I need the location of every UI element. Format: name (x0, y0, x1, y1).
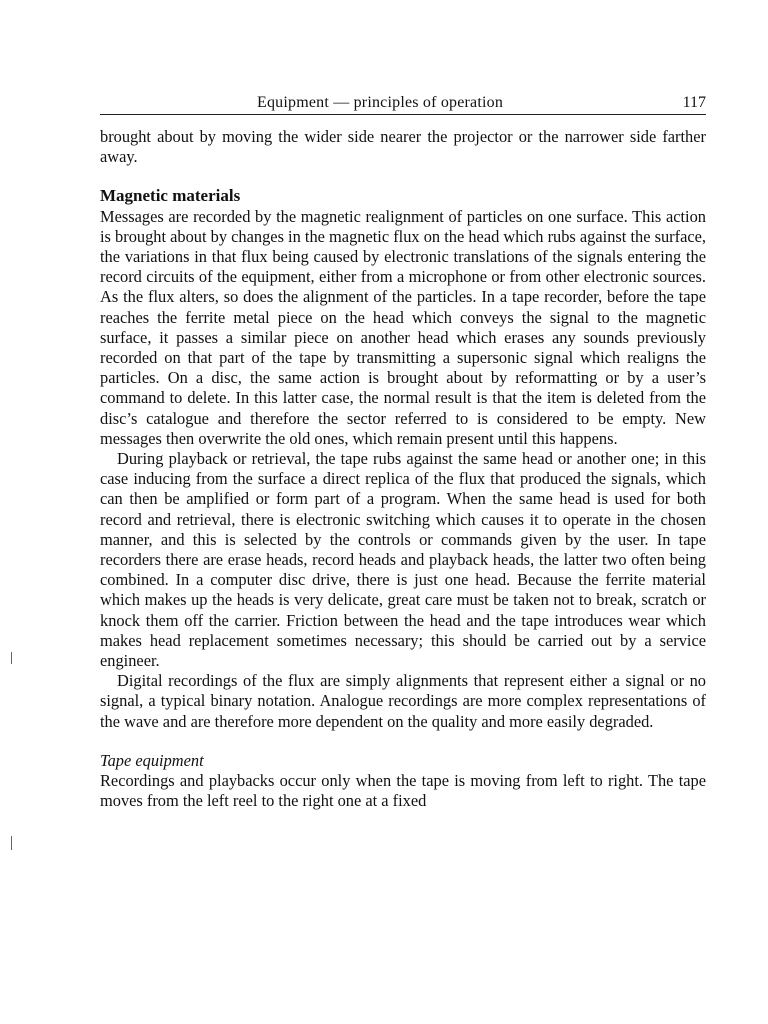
body-paragraph: Digital recordings of the flux are simply alignments that represent either a signal or no signal, a typical binary notation. Analogue recordings are more complex representations of the wave and are therefore more dependent on the quality and more easily degraded. (100, 671, 706, 731)
running-title: Equipment — principles of operation (257, 94, 504, 111)
body-paragraph: During playback or retrieval, the tape rubs against the same head or another one; in this case inducing from the surface a direct replica of the flux that produced the signals, which can then be amplified or form part of a program. When the same head is used for both record and retrieval, there is electronic switching which causes it to operate in the chosen manner, and this is selected by the controls or commands given by the user. In tape recorders there are erase heads, record heads and playback heads, the latter two often being combined. In a computer disc drive, there is just one head. Because the ferrite material which makes up the heads is very delicate, great care must be taken not to break, scratch or knock them off the carrier. Friction between the head and the tape introduces wear which makes head replacement sometimes necessary; this should be carried out by a service engineer. (100, 449, 706, 671)
body-paragraph: Recordings and playbacks occur only when the tape is moving from left to right. The tape moves from the left reel to the right one at a fixed (100, 771, 706, 811)
subsection-heading: Tape equipment (100, 750, 204, 770)
margin-mark (11, 836, 12, 850)
page-number: 117 (682, 94, 706, 111)
section-heading: Magnetic materials (100, 186, 241, 206)
margin-mark (11, 652, 12, 664)
book-page (100, 92, 706, 812)
running-header (100, 92, 706, 115)
body-paragraph: Messages are recorded by the magnetic realignment of particles on one surface. This action is brought about by changes in the magnetic flux on the head which rubs against the surface, the variations in that flux being caused by electronic translations of the signals entering the record circuits of the equipment, either from a microphone or from other electronic sources. As the flux alters, so does the alignment of the particles. In a tape recorder, before the tape reaches the ferrite metal piece on the head which conveys the signal to the magnetic surface, it passes a similar piece on another head which erases any sounds previously recorded on that part of the tape by transmitting a supersonic signal which realigns the particles. On a disc, the same action is brought about by reformatting or by a user’s command to delete. In this latter case, the normal result is that the item is deleted from the disc’s catalogue and therefore the sector referred to is considered to be empty. New messages then overwrite the old ones, which remain present until this happens. (100, 206, 706, 448)
continuation-paragraph: brought about by moving the wider side nearer the projector or the narrower side farther away. (100, 127, 706, 167)
